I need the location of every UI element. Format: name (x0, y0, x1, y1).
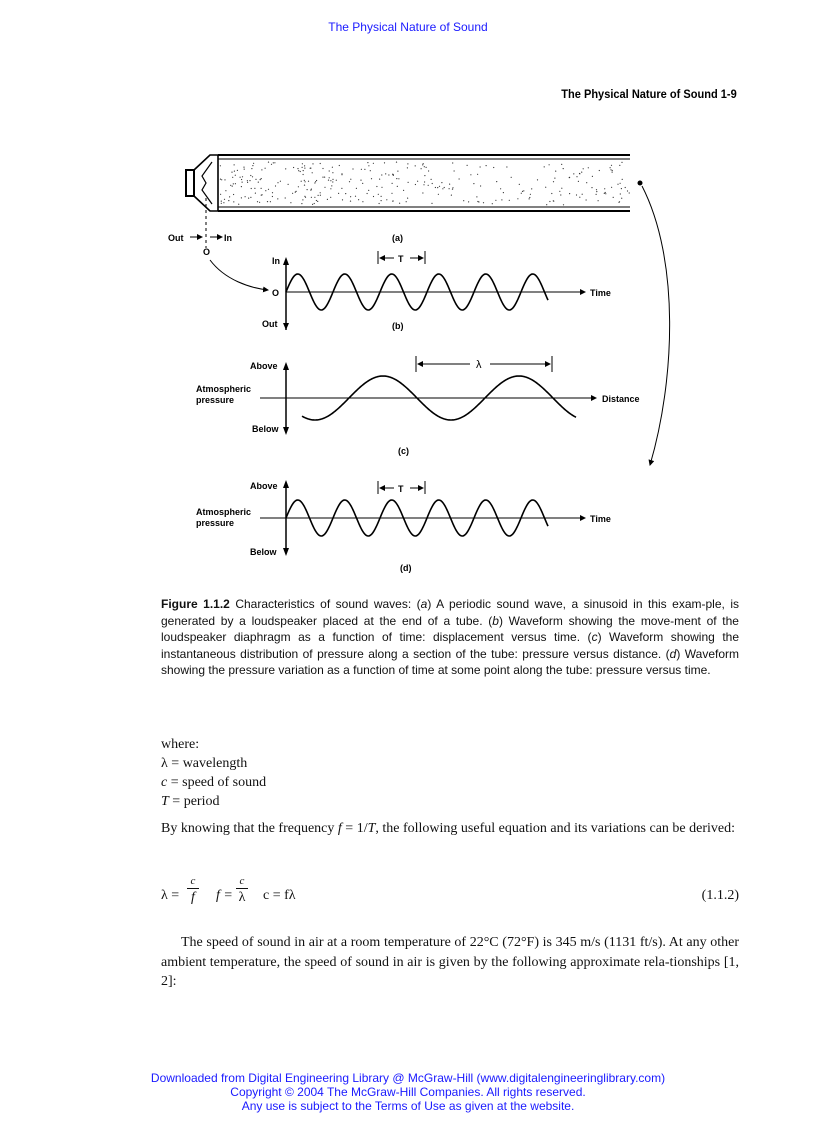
running-head: The Physical Nature of Sound 1-9 (561, 87, 737, 101)
b-period-label: T (398, 254, 404, 264)
footer-line[interactable]: Downloaded from Digital Engineering Library @ McGraw-Hill (www.digitalengineeringlibrary.com) (150, 1071, 666, 1085)
b-in-label: In (272, 256, 280, 266)
tube-point-marker (638, 181, 643, 186)
figure-label-c: (c) (398, 446, 409, 456)
variable-definitions (161, 735, 266, 811)
c-atm-label: Atmospheric (196, 384, 252, 394)
definition-text: = wavelength (167, 756, 248, 771)
arrow-to-d (642, 186, 670, 465)
footer-line: Copyright © 2004 The McGraw-Hill Companies. All rights reserved. (230, 1085, 586, 1099)
c-lambda-label: λ (476, 359, 482, 371)
symbol: f (337, 821, 342, 836)
where-intro: where: (161, 737, 200, 752)
waveform-b (262, 251, 611, 331)
caption-italic: d (669, 646, 677, 661)
d-below-label: Below (250, 547, 277, 557)
caption-text: Characteristics of sound waves: ( (229, 597, 421, 611)
caption-text: ) Waveform showing the move-ment of the loudspeaker diaphragm as a function of time: displacement versus time. ( (161, 613, 739, 644)
equation-1-1-2 (161, 875, 739, 920)
denominator: f (191, 890, 195, 905)
numerator: c (239, 875, 245, 887)
b-out-label: Out (262, 319, 278, 329)
caption-text: ) Waveform showing the pressure variation as a function of time at some point along the tube: pressure versus time. (161, 646, 739, 677)
tube-diagram (168, 155, 670, 465)
figure-label-d: (d) (400, 563, 412, 573)
eq2-lhs: f = (216, 888, 233, 903)
page-footer (0, 1071, 816, 1113)
caption-italic: b (492, 613, 499, 628)
numerator: c (190, 875, 196, 887)
caption-text: ) A periodic sound wave, a sinusoid in this exam-ple, is generated by a loudspeaker placed at the end of a tube. ( (161, 597, 739, 628)
definition-text: = period (168, 794, 220, 809)
eq1-lhs: λ = (161, 888, 180, 903)
b-zero-label: O (272, 288, 280, 298)
waveform-c (196, 356, 640, 456)
symbol: λ (161, 756, 168, 771)
text: , the following useful equation and its variations can be derived: (375, 821, 736, 836)
c-above-label: Above (250, 361, 278, 371)
figure-label-b: (b) (392, 321, 404, 331)
symbol: T (367, 821, 376, 836)
caption-label: Figure 1.1.2 (161, 597, 230, 611)
d-period-label: T (398, 484, 404, 494)
c-pressure-label: pressure (196, 395, 235, 405)
caption-italic: c (591, 630, 598, 644)
eq2-fraction (236, 875, 248, 906)
eq3: c = fλ (263, 888, 296, 903)
definition-row (161, 754, 266, 773)
denominator: λ (238, 890, 246, 905)
d-time-label: Time (590, 514, 611, 524)
d-atm-label: Atmospheric (196, 507, 252, 517)
eq1-fraction (187, 875, 199, 906)
origin-label: O (203, 247, 211, 257)
definition-row (161, 773, 266, 792)
c-distance-label: Distance (602, 394, 640, 404)
figure-label-a: (a) (392, 233, 403, 243)
loudspeaker-icon (186, 155, 218, 211)
air-particles (220, 162, 630, 206)
definition-text: = speed of sound (167, 775, 267, 790)
text: = 1/ (341, 821, 368, 836)
equation-number: (1.1.2) (701, 888, 739, 903)
waveform-d (196, 480, 611, 573)
definition-row (161, 792, 266, 811)
out-label: Out (168, 233, 184, 243)
sound-wave-figure (140, 140, 680, 580)
text: By knowing that the frequency (161, 821, 338, 836)
symbol: c (161, 775, 168, 790)
d-above-label: Above (250, 481, 278, 491)
in-label: In (224, 233, 232, 243)
body-paragraph (161, 819, 739, 839)
figure-caption (161, 596, 739, 679)
caption-text: ) Waveform showing the instantaneous distribution of pressure along a section of the tube: pressure versus distance. ( (161, 630, 740, 661)
c-below-label: Below (252, 424, 279, 434)
footer-line: Any use is subject to the Terms of Use as given at the website. (241, 1099, 575, 1113)
d-pressure-label: pressure (196, 518, 235, 528)
page-banner: The Physical Nature of Sound (328, 20, 488, 34)
symbol: T (161, 794, 169, 809)
b-time-label: Time (590, 288, 611, 298)
body-paragraph: The speed of sound in air at a room temperature of 22°C (72°F) is 345 m/s (1131 ft/s). At any other ambient temperature, the speed of sound in air is given by the following approximate rela-tionships [1, 2]: (161, 935, 739, 989)
caption-italic: a (420, 597, 428, 611)
